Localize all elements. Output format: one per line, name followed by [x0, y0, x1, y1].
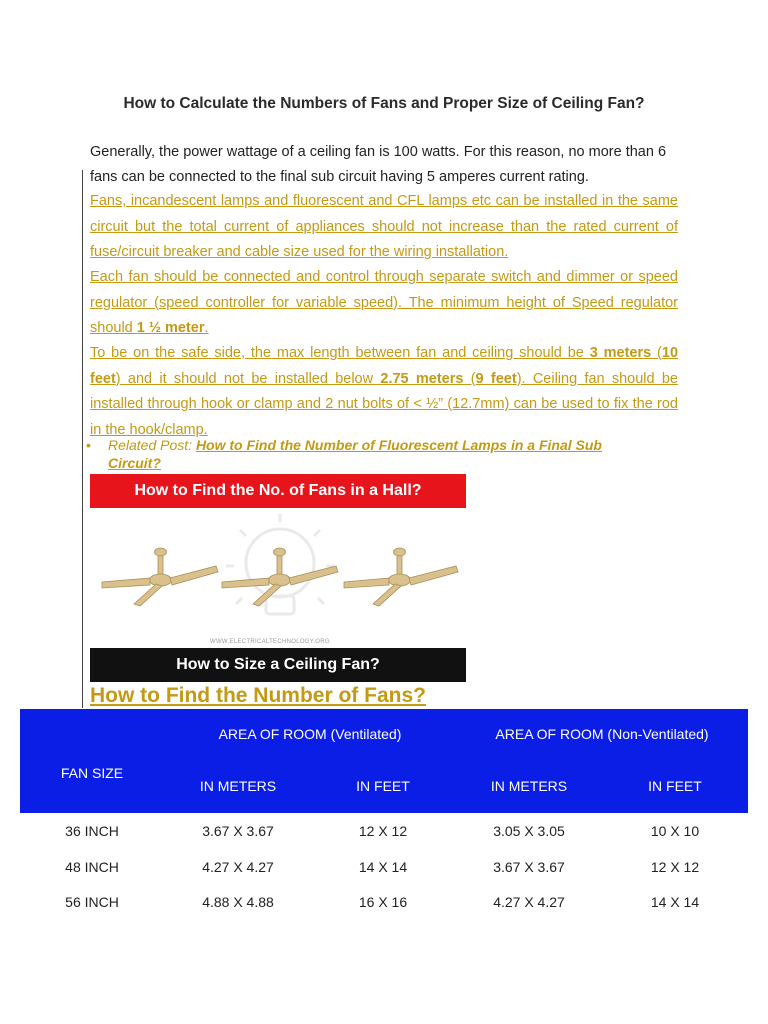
paragraph-switch-link[interactable] [90, 265, 678, 342]
related-prefix: Related Post: [108, 437, 196, 453]
table-cell: 14 X 14 [358, 859, 408, 875]
ceiling-fan-icon [102, 548, 218, 606]
table-cell: 12 X 12 [650, 859, 700, 875]
table-cell: 4.88 X 4.88 [202, 894, 274, 910]
p3-text-5: ). Ceiling fan should be installed through hook or clamp and 2 nut bolts of < ½” (12.7mm) can be used to fix the rod in the hook/clamp. [90, 370, 678, 438]
figure-top-banner: How to Find the No. of Fans in a Hall? [90, 474, 466, 508]
table-cell: 4.27 X 4.27 [493, 894, 565, 910]
header-fan-size: FAN SIZE [60, 765, 124, 781]
header-nonvent-feet: IN FEET [648, 778, 702, 794]
related-post-link-cont[interactable]: Circuit? [108, 455, 161, 471]
p3-text-4: ( [463, 370, 476, 387]
intro-paragraph: Generally, the power wattage of a ceiling fan is 100 watts. For this reason, no more than 6 fans can be connected to the final sub circuit having 5 amperes current rating. [90, 144, 667, 185]
min-height-meters: 2.75 meters [380, 370, 464, 387]
ceiling-fan-figure [90, 508, 466, 648]
table-cell: 36 INCH [65, 823, 119, 839]
table-cell: 56 INCH [65, 894, 119, 910]
table-cell: 48 INCH [65, 859, 119, 875]
p3-text-1: To be on the safe side, the max length between fan and ceiling should be [90, 345, 590, 361]
max-length-feet: 10 feet [90, 345, 679, 387]
table-cell: 12 X 12 [358, 823, 408, 839]
image-credit: WWW.ELECTRICALTECHNOLOGY.ORG [210, 639, 330, 645]
p3-text-3: ) and it should not be installed below [115, 370, 381, 387]
table-cell: 3.67 X 3.67 [493, 859, 565, 875]
paragraph-switch-end: . [204, 320, 209, 336]
table-cell: 4.27 X 4.27 [202, 859, 274, 875]
header-group-ventilated: AREA OF ROOM (Ventilated) [218, 726, 402, 742]
table-cell: 3.05 X 3.05 [493, 823, 565, 839]
paragraph-switch-text: Each fan should be connected and control through separate switch and dimmer or speed regulator (speed controller for variable speed). The minimum height of Speed regulator should [90, 269, 678, 336]
min-height-feet: 9 feet [475, 370, 517, 387]
related-post-link[interactable]: How to Find the Number of Fluorescent Lamps in a Final Sub [195, 437, 602, 453]
paragraph-height-link[interactable] [90, 341, 678, 443]
related-post [86, 436, 676, 472]
p3-text-2: ( [651, 345, 662, 361]
table-cell: 10 X 10 [650, 823, 700, 839]
table-header [20, 709, 748, 813]
table-cell: 14 X 14 [650, 894, 700, 910]
margin-rule [82, 170, 83, 708]
paragraph-circuit-link[interactable]: Fans, incandescent lamps and fluorescent and CFL lamps etc can be installed in the same circuit but the total current of appliances should not increase than the rated current of fuse/circuit breaker and cable size used for the wiring installation. [90, 193, 678, 260]
header-group-non-ventilated: AREA OF ROOM (Non-Ventilated) [495, 726, 709, 742]
section-heading-link[interactable]: How to Find the Number of Fans? [90, 684, 426, 707]
figure-bottom-banner: How to Size a Ceiling Fan? [90, 648, 466, 682]
header-vent-meters: IN METERS [199, 778, 277, 794]
fan-illustration [90, 508, 466, 648]
bullet-icon: • [86, 437, 91, 453]
header-vent-feet: IN FEET [356, 778, 410, 794]
table-cell: 3.67 X 3.67 [202, 823, 274, 839]
max-length-meters: 3 meters [589, 345, 652, 361]
regulator-height: 1 ½ meter [136, 320, 205, 336]
ceiling-fan-icon [344, 548, 458, 606]
table-cell: 16 X 16 [358, 894, 408, 910]
page-title: How to Calculate the Numbers of Fans and Proper Size of Ceiling Fan? [123, 95, 645, 112]
header-nonvent-meters: IN METERS [490, 778, 568, 794]
